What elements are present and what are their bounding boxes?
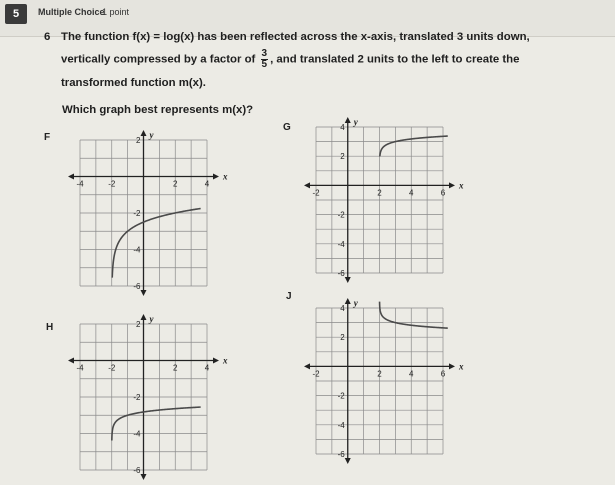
x-tick-label: 2 <box>377 369 382 379</box>
y-tick-label: -4 <box>133 429 141 439</box>
option-graph-f[interactable] <box>62 128 228 296</box>
x-axis-arrow <box>449 182 455 188</box>
x-axis-arrow <box>304 182 310 188</box>
stem-line-2 <box>61 49 519 71</box>
x-axis-label: x <box>223 355 228 366</box>
y-axis-arrow <box>141 290 147 296</box>
y-axis-label: y <box>353 298 358 308</box>
y-axis-arrow <box>345 458 351 464</box>
y-axis-arrow <box>345 277 351 283</box>
y-tick-label: -2 <box>337 391 345 401</box>
x-axis-label: x <box>223 171 228 182</box>
y-axis-arrow <box>345 298 351 304</box>
x-tick-label: 6 <box>440 369 446 379</box>
function-curve <box>380 136 448 156</box>
stem-line-1: The function f(x) = log(x) has been reflected across the x-axis, translated 3 units down, <box>61 31 530 43</box>
option-label-f[interactable]: F <box>44 132 51 143</box>
x-tick-label: 4 <box>204 363 210 373</box>
y-axis-label: y <box>149 314 154 324</box>
y-tick-label: -2 <box>133 209 141 218</box>
y-tick-label: -4 <box>337 239 345 249</box>
x-axis-arrow <box>213 358 219 364</box>
x-tick-label: 4 <box>409 369 414 379</box>
option-graph-j[interactable] <box>298 296 464 464</box>
x-axis-arrow <box>304 363 310 369</box>
x-axis-arrow <box>68 358 74 364</box>
x-tick-label: 6 <box>440 188 446 198</box>
y-tick-label: -4 <box>337 420 345 430</box>
x-axis-label: x <box>459 180 464 191</box>
y-tick-label: -2 <box>337 210 345 220</box>
x-tick-label: -4 <box>76 179 84 189</box>
y-axis-label: y <box>353 117 358 127</box>
x-axis-arrow <box>213 174 219 180</box>
question-points-label: 1 point <box>102 7 130 17</box>
stem-line-2-end: , and translated 2 units to the left to create the <box>270 53 520 66</box>
fraction-three-fifths <box>261 49 269 70</box>
stem-line-3: transformed function m(x). <box>61 77 206 89</box>
question-number-badge: 5 <box>5 4 27 24</box>
option-label-g[interactable]: G <box>283 122 291 133</box>
function-curve <box>380 302 448 329</box>
x-axis-arrow <box>449 363 455 369</box>
fraction-denominator: 5 <box>261 59 268 70</box>
y-axis-label: y <box>149 130 154 140</box>
x-tick-label: 4 <box>204 179 210 189</box>
y-axis-arrow <box>141 314 147 320</box>
option-graph-g[interactable] <box>298 115 464 283</box>
y-tick-label: 4 <box>340 304 345 313</box>
question-type-label: Multiple Choice <box>38 7 105 17</box>
x-axis-arrow <box>68 174 74 180</box>
y-tick-label: -6 <box>133 282 141 291</box>
x-tick-label: 2 <box>173 363 178 373</box>
x-axis-label: x <box>459 361 464 372</box>
y-tick-label: -2 <box>133 393 141 402</box>
x-tick-label: 2 <box>173 179 178 189</box>
fraction-numerator: 3 <box>261 48 268 59</box>
y-tick-label: -6 <box>337 269 345 278</box>
x-tick-label: -4 <box>76 363 84 373</box>
stem-line-2-start: vertically compressed by a factor of <box>61 53 256 66</box>
y-tick-label: -4 <box>133 245 141 255</box>
x-tick-label: 2 <box>377 188 382 198</box>
y-tick-label: -6 <box>337 450 345 459</box>
y-tick-label: -6 <box>133 466 141 475</box>
y-tick-label: 4 <box>340 123 345 132</box>
x-tick-label: -2 <box>108 179 116 189</box>
y-tick-label: 2 <box>340 333 345 343</box>
y-tick-label: 2 <box>340 152 345 162</box>
question-prompt: Which graph best represents m(x)? <box>62 104 254 116</box>
x-tick-label: 4 <box>409 188 414 198</box>
function-curve <box>112 208 200 277</box>
y-axis-arrow <box>141 474 147 480</box>
x-tick-label: -2 <box>312 188 320 198</box>
y-axis-arrow <box>345 117 351 123</box>
function-curve <box>112 407 201 440</box>
x-tick-label: -2 <box>312 369 320 379</box>
option-graph-h[interactable] <box>62 312 228 480</box>
option-label-h[interactable]: H <box>46 322 54 333</box>
y-tick-label: 2 <box>136 320 141 329</box>
y-tick-label: 2 <box>136 136 141 145</box>
option-label-j[interactable]: J <box>286 291 292 302</box>
stem-number: 6 <box>44 31 51 43</box>
x-tick-label: -2 <box>108 363 116 373</box>
y-axis-arrow <box>141 130 147 136</box>
